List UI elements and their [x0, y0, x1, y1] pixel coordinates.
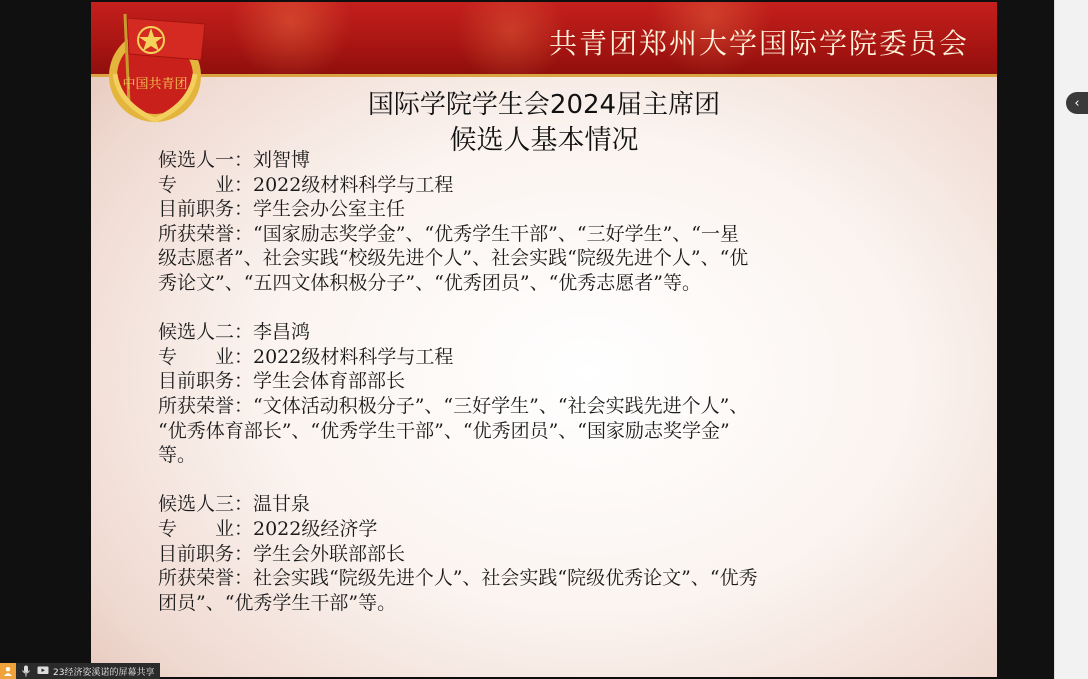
paragraph-gap [158, 296, 938, 321]
body-line: 候选人一：刘智博 [158, 149, 311, 171]
user-avatar-icon[interactable] [0, 663, 16, 679]
body-line: 所获荣誉：社会实践“院级先进个人”、社会实践“院级优秀论文”、“优秀 [158, 567, 758, 590]
paragraph-gap [158, 468, 938, 493]
body-line: “优秀体育部长”、“优秀学生干部”、“优秀团员”、“国家励志奖学金” [158, 419, 730, 442]
screen-share-icon[interactable] [36, 664, 50, 678]
slide-title-line2: 候选人基本情况 [449, 125, 639, 156]
body-line: 专 业：2022级经济学 [158, 517, 378, 540]
left-letterbox [0, 0, 90, 679]
slide-banner [91, 2, 997, 77]
slide-title-line1: 国际学院学生会2024届主席团 [367, 90, 721, 120]
screen-share-label: 23经济姿溪诺的屏幕共享 [53, 667, 155, 678]
body-line: 团员”、“优秀学生干部”等。 [158, 591, 397, 614]
body-line: 目前职务：学生会体育部部长 [158, 370, 406, 393]
body-line: 目前职务：学生会办公室主任 [158, 198, 406, 221]
presentation-slide [91, 2, 997, 677]
microphone-icon[interactable] [19, 664, 33, 678]
right-letterbox [997, 0, 1054, 679]
body-line: 专 业：2022级材料科学与工程 [158, 173, 454, 196]
emblem-text: 中国共青团 [122, 77, 188, 92]
banner-title: 共青团郑州大学国际学院委员会 [548, 27, 969, 60]
screen-share-status-bar [0, 663, 160, 679]
body-line: 目前职务：学生会外联部部长 [158, 542, 406, 565]
body-line: 候选人三：温甘泉 [158, 493, 311, 516]
body-line: 秀论文”、“五四文体积极分子”、“优秀团员”、“优秀志愿者”等。 [158, 271, 701, 294]
candidate-info-body [158, 148, 938, 615]
body-line: 级志愿者”、社会实践“校级先进个人”、社会实践“院级先进个人”、“优 [158, 247, 749, 270]
body-line: 所获荣誉：“国家励志奖学金”、“优秀学生干部”、“三好学生”、“一星 [158, 222, 739, 245]
chevron-left-icon[interactable]: ‹ [1066, 92, 1088, 114]
body-line: 候选人二：李昌鸿 [158, 321, 311, 344]
body-line: 专 业：2022级材料科学与工程 [158, 345, 454, 368]
body-line: 所获荣誉：“文体活动积极分子”、“三好学生”、“社会实践先进个人”、 [158, 394, 749, 417]
body-line: 等。 [158, 444, 197, 467]
